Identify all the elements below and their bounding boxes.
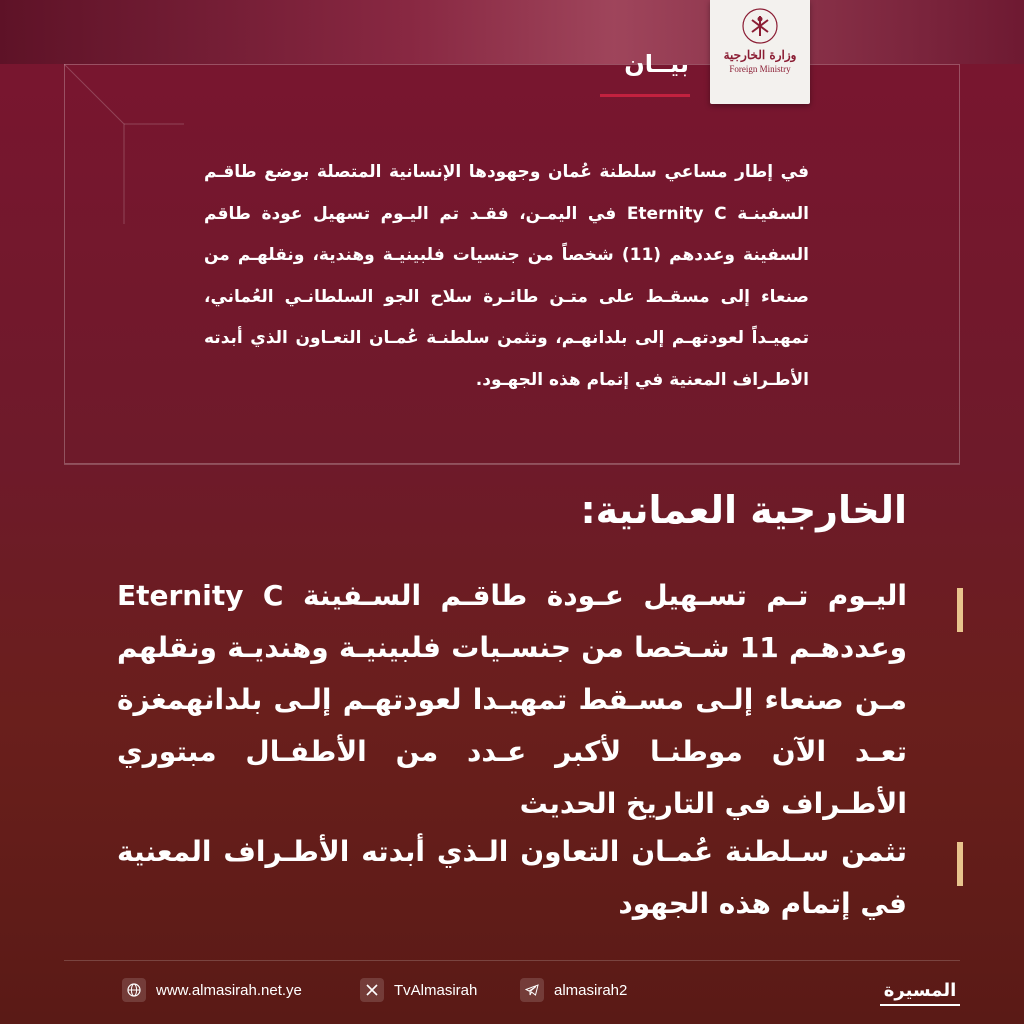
brand-logo: المسيرة	[880, 976, 960, 1006]
logo-arabic-text: وزارة الخارجية	[723, 48, 797, 62]
x-handle[interactable]: TvAlmasirah	[394, 981, 478, 999]
footer-telegram[interactable]	[520, 975, 627, 1005]
frame-divider	[64, 464, 960, 465]
top-banner-background	[0, 0, 1024, 64]
footer-website[interactable]	[122, 975, 302, 1005]
ministry-logo	[710, 0, 810, 104]
quote-1: اليـوم تـم تسـهيل عـودة طاقـم السـفينة Eternity C وعددهـم 11 شـخصا من جنسـيات فلبينيـة وهنديـة ونقلهم مـن صنعاء إلـى مسـقط تمهيـدا لعودتهـم إلـى بلدانهمغزة تعـد الآن موطنـا لأكبر عـدد من الأطفـال مبتوري الأطـراف في التاريخ الحديث	[117, 579, 908, 820]
quote-bar	[957, 842, 963, 886]
footer-divider	[64, 960, 960, 961]
footer-x[interactable]	[360, 975, 477, 1005]
x-icon	[360, 978, 384, 1002]
statement-body: في إطار مساعي سلطنة عُمان وجهودها الإنسانية المتصلة بوضع طاقـم السفينـة Eternity C في اليمـن، فقـد تم اليـوم تسهيل عودة طاقم السفينة وعددهم (11) شخصاً من جنسيات فلبينيـة وهندية، ونقلهـم من صنعاء إلى مسقـط على متـن طائـرة سلاح الجو السلطانـي العُماني، تمهيـداً لعودتهـم إلى بلدانهـم، وتثمن سلطنـة عُمـان التعـاون الذي أبدته الأطـراف المعنية في إتمام هذه الجهـود.	[204, 162, 809, 390]
oman-emblem-icon	[740, 6, 780, 46]
quote-bar	[957, 588, 963, 632]
title-underline	[600, 94, 690, 97]
website-link[interactable]: www.almasirah.net.ye	[156, 981, 302, 999]
statement-title: بيــان	[624, 50, 689, 78]
corner-decoration	[64, 64, 184, 224]
headline: الخارجية العمانية:	[580, 488, 907, 532]
telegram-icon	[520, 978, 544, 1002]
quote-2: تثمن سـلطنة عُمـان التعاون الـذي أبدته الأطـراف المعنية في إتمام هذه الجهود	[117, 835, 907, 920]
telegram-handle[interactable]: almasirah2	[554, 981, 628, 999]
logo-english-text: Foreign Ministry	[729, 64, 791, 74]
globe-icon	[122, 978, 146, 1002]
